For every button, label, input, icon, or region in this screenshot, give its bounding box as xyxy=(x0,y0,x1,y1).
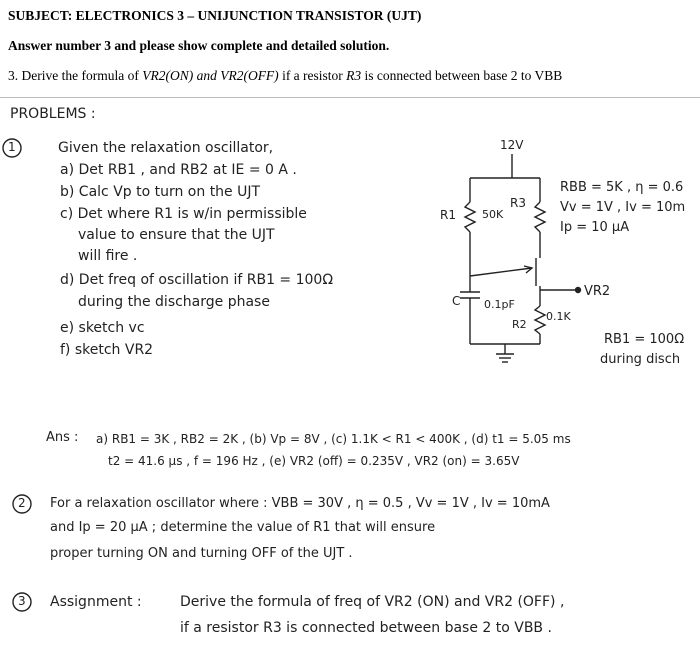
problem-1-c1: c) Det where R1 is w/in permissible xyxy=(60,206,307,222)
problem-1-f: f) sketch VR2 xyxy=(60,342,154,358)
problem-2-number: 2 xyxy=(18,496,26,510)
answers-line-1: a) RB1 = 3K , RB2 = 2K , (b) Vp = 8V , (c) 1.1K < R1 < 400K , (d) t1 = 5.05 ms xyxy=(96,432,571,446)
vr2-node xyxy=(576,288,581,293)
problems-heading: PROBLEMS : xyxy=(10,106,96,122)
problem-1-number: 1 xyxy=(8,140,16,154)
problem-2-line-3: proper turning ON and turning OFF of the UJT . xyxy=(50,546,353,561)
question-mid: if a resistor xyxy=(278,68,347,83)
instruction-line: Answer number 3 and please show complete and detailed solution. xyxy=(8,38,390,53)
problem-1-a: a) Det RB1 , and RB2 at IE = 0 A . xyxy=(60,162,297,178)
problem-3-line-1: Derive the formula of freq of VR2 (ON) and VR2 (OFF) , xyxy=(180,594,565,610)
r3-resistor xyxy=(535,202,545,232)
subject-line: SUBJECT: ELECTRONICS 3 – UNIJUNCTION TRANSISTOR (UJT) xyxy=(8,8,422,23)
problem-3-number: 3 xyxy=(18,594,26,608)
problem-2-line-2: and Ip = 20 μA ; determine the value of R1 that will ensure xyxy=(50,520,436,535)
r1-value: 50K xyxy=(482,208,504,221)
r3-label: R3 xyxy=(510,196,526,210)
problem-1-d2: during the discharge phase xyxy=(78,294,270,310)
question-vr2off: VR2(OFF) xyxy=(220,68,279,83)
problem-3-label: Assignment : xyxy=(50,594,142,610)
supply-label: 12V xyxy=(500,138,524,152)
problem-1-c2: value to ensure that the UJT xyxy=(78,227,275,243)
ujt-params-2: Vv = 1V , Iv = 10m xyxy=(560,200,686,215)
rb1-note-1: RB1 = 100Ω xyxy=(604,332,685,347)
problem-1-e: e) sketch vc xyxy=(60,320,145,336)
rb1-note-2: during disch xyxy=(600,352,681,367)
ujt-emitter xyxy=(470,268,532,276)
question-line xyxy=(8,68,562,84)
question-and: and xyxy=(193,68,221,83)
ujt-params-3: Ip = 10 μA xyxy=(560,220,630,235)
ujt-params-1: RBB = 5K , η = 0.6 xyxy=(560,180,684,195)
r2-resistor xyxy=(535,306,545,334)
problem-1-c3: will fire . xyxy=(78,248,138,264)
problem-1-d1: d) Det freq of oscillation if RB1 = 100Ω xyxy=(60,272,334,288)
r2-value: 0.1K xyxy=(546,310,571,323)
vr2-label: VR2 xyxy=(584,284,611,299)
relaxation-oscillator-circuit xyxy=(440,140,590,370)
problem-3-line-2: if a resistor R3 is connected between base 2 to VBB . xyxy=(180,620,552,636)
question-suffix: is connected between base 2 to VBB xyxy=(361,68,563,83)
r1-label: R1 xyxy=(440,208,456,222)
question-prefix: 3. Derive the formula of xyxy=(8,68,143,83)
question-vr2on: VR2(ON) xyxy=(142,68,194,83)
answers-label: Ans : xyxy=(46,430,79,445)
r1-resistor xyxy=(465,202,475,232)
answers-line-2: t2 = 41.6 μs , f = 196 Hz , (e) VR2 (off) = 0.235V , VR2 (on) = 3.65V xyxy=(108,454,520,468)
handwritten-notes-photo xyxy=(0,100,700,665)
photo-divider xyxy=(0,97,700,98)
question-r3: R3 xyxy=(346,68,362,83)
problem-1-intro: Given the relaxation oscillator, xyxy=(58,140,274,156)
capacitor-label: C xyxy=(452,294,461,308)
problem-1-b: b) Calc Vp to turn on the UJT xyxy=(60,184,261,200)
capacitor-value: 0.1pF xyxy=(484,298,515,311)
r2-label: R2 xyxy=(512,318,527,331)
problem-2-line-1: For a relaxation oscillator where : VBB = 30V , η = 0.5 , Vv = 1V , Iv = 10mA xyxy=(50,496,550,511)
